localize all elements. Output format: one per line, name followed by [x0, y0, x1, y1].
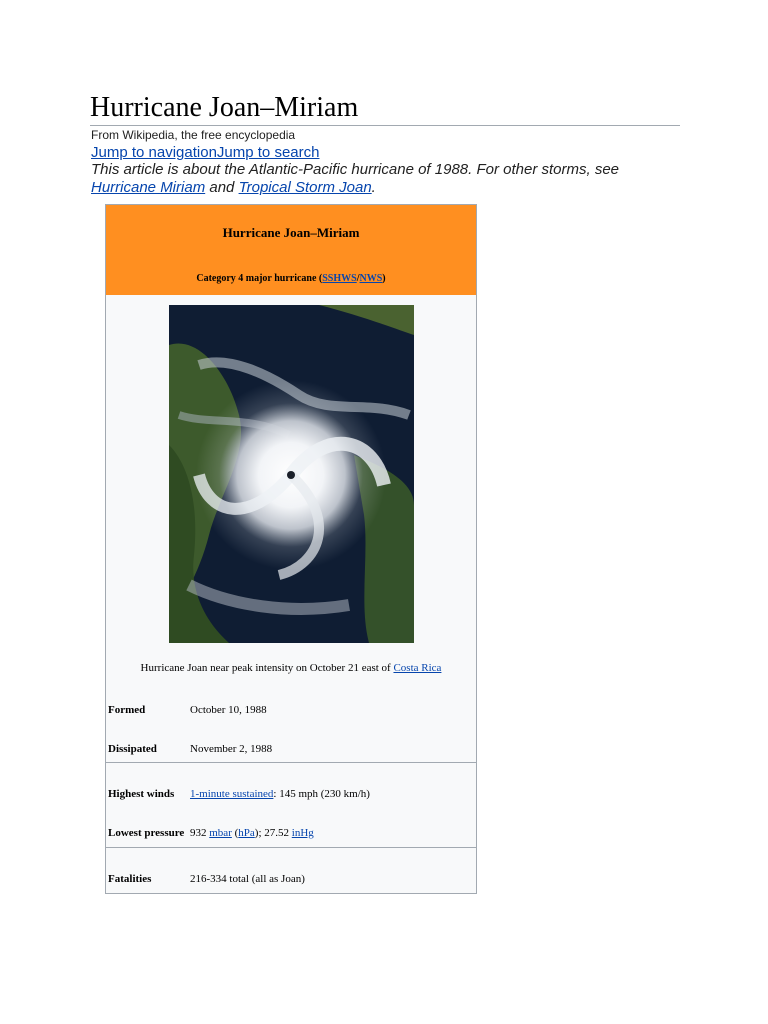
category-slash: / — [356, 273, 360, 284]
winds-value — [190, 787, 370, 801]
costa-rica-link[interactable]: Costa Rica — [393, 662, 442, 674]
infobox — [105, 204, 477, 894]
hurricane-satellite-graphic — [169, 305, 414, 643]
winds-text: : 145 mph (230 km/h) — [273, 788, 370, 800]
pressure-open: ( — [231, 827, 239, 839]
mbar-link[interactable]: mbar — [209, 827, 232, 839]
pressure-text: 932 — [190, 827, 210, 839]
winds-label: Highest winds — [108, 788, 175, 800]
dissipated-value: November 2, 1988 — [190, 743, 273, 755]
jump-to-navigation-link[interactable]: Jump to navigation — [91, 144, 217, 161]
formed-label: Formed — [108, 704, 146, 716]
site-tagline: From Wikipedia, the free encyclopedia — [91, 128, 296, 142]
sshws-link[interactable]: SSHWS — [322, 273, 357, 284]
hatnote-text: This article is about the Atlantic-Pacific hurricane of 1988. For other storms, see — [91, 161, 620, 178]
satellite-image[interactable] — [169, 305, 414, 643]
nws-link[interactable]: NWS — [359, 273, 383, 284]
pressure-value — [190, 826, 314, 840]
section-divider — [106, 762, 476, 763]
section-divider — [106, 847, 476, 848]
tropical-storm-joan-link[interactable]: Tropical Storm Joan — [238, 179, 372, 196]
infobox-header — [106, 205, 476, 295]
sustained-link[interactable]: 1-minute sustained — [190, 788, 274, 800]
hurricane-miriam-link[interactable]: Hurricane Miriam — [91, 179, 206, 196]
hatnote-period: . — [371, 179, 376, 196]
inhg-link[interactable]: inHg — [291, 827, 314, 839]
pressure-label: Lowest pressure — [108, 827, 185, 839]
fatalities-label: Fatalities — [108, 873, 152, 885]
caption-text: Hurricane Joan near peak intensity on October 21 east of — [140, 662, 394, 674]
fatalities-value: 216-334 total (all as Joan) — [190, 873, 305, 885]
category-close: ) — [382, 273, 386, 284]
jump-links — [91, 144, 319, 162]
dissipated-label: Dissipated — [108, 743, 157, 755]
hatnote — [91, 161, 631, 197]
hatnote-and: and — [205, 179, 239, 196]
jump-to-search-link[interactable]: Jump to search — [216, 144, 320, 161]
title-divider — [90, 125, 680, 126]
category-text: Category 4 major hurricane ( — [196, 273, 323, 284]
infobox-title: Hurricane Joan–Miriam — [222, 225, 360, 240]
infobox-category — [106, 272, 476, 285]
image-caption — [106, 661, 476, 675]
pressure-inhg-text: ); 27.52 — [254, 827, 292, 839]
hpa-link[interactable]: hPa — [238, 827, 255, 839]
formed-value: October 10, 1988 — [190, 704, 267, 716]
page-title: Hurricane Joan–Miriam — [90, 92, 359, 123]
